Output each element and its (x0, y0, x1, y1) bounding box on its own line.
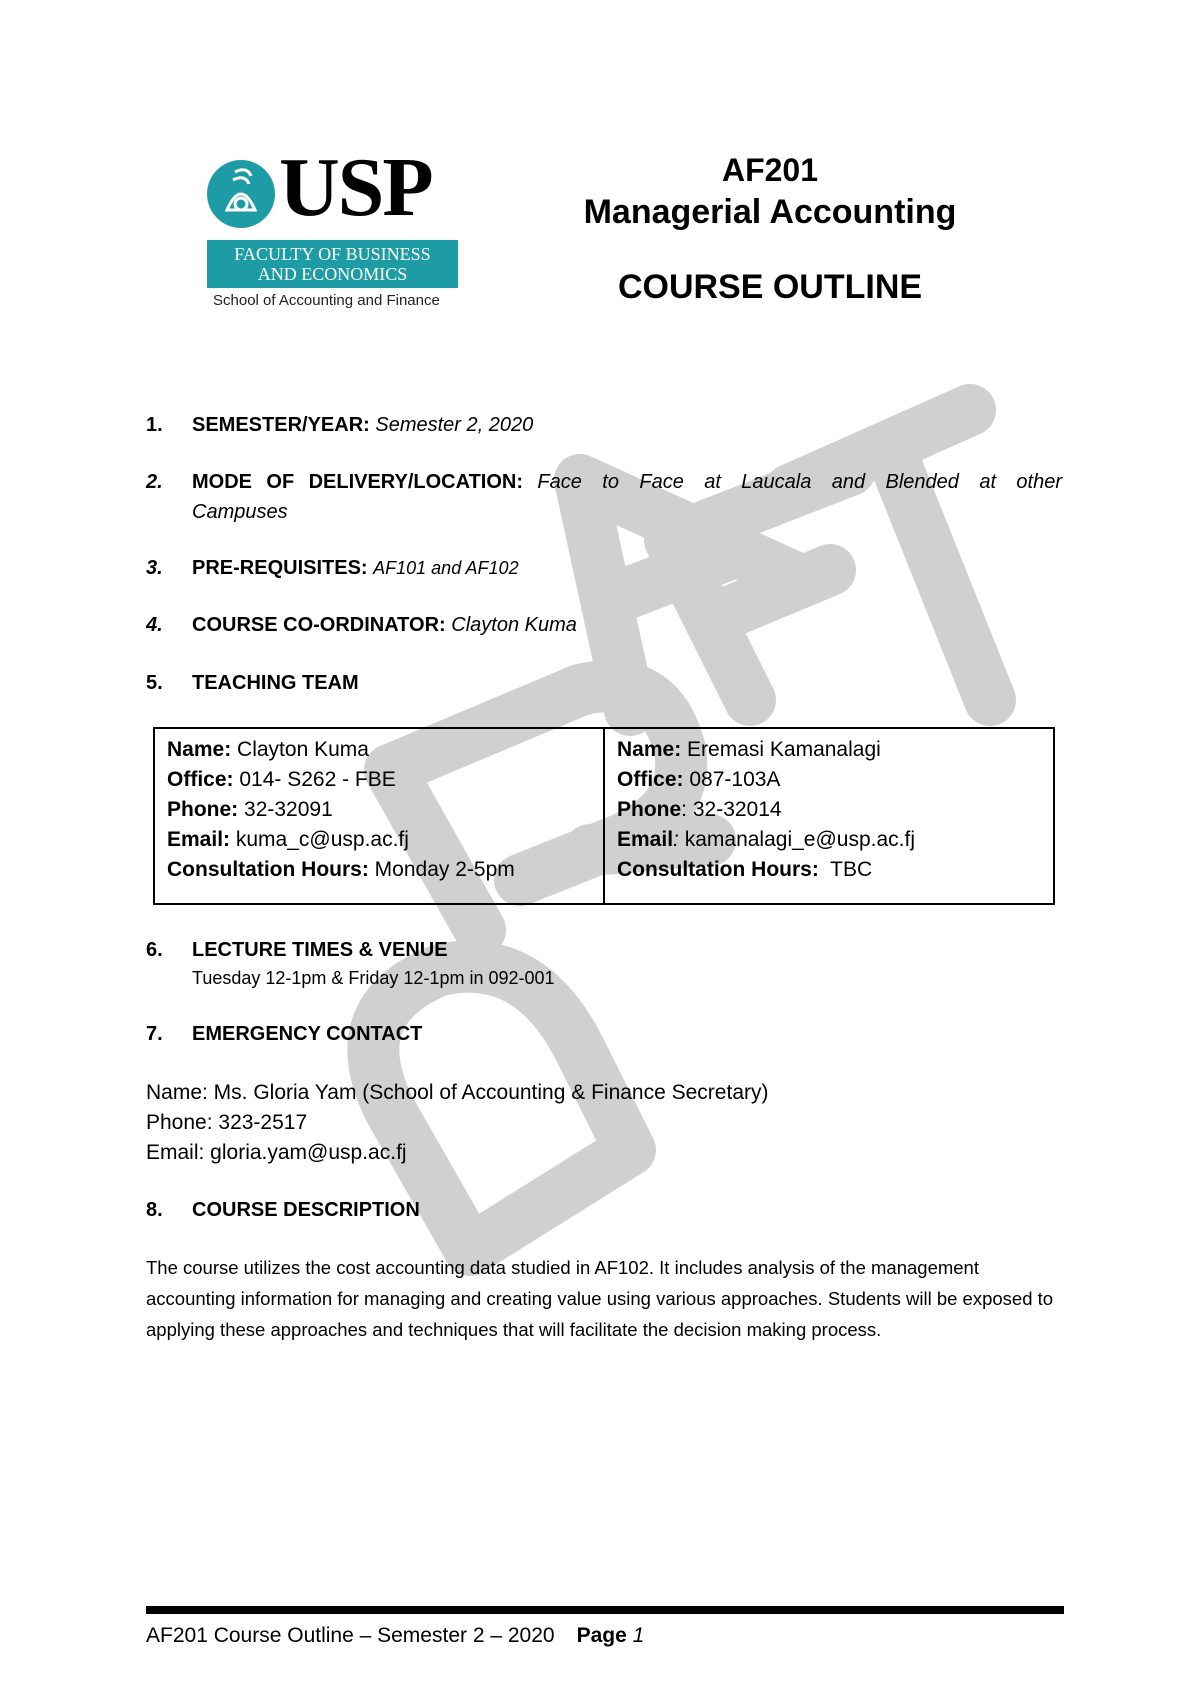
member-phone: 32-32091 (244, 798, 333, 821)
member-name: Eremasi Kamanalagi (687, 738, 881, 761)
field-label: Email (617, 828, 674, 851)
course-description: The course utilizes the cost accounting data studied in AF102. It includes analysis of the management accounting information for managing and creating value using various approaches. Students will be exposed to applying these approaches and techniques that will facilitate the decision making process. (146, 1257, 1054, 1340)
field-label: Consultation Hours: (617, 858, 819, 881)
member-hours: TBC (830, 858, 873, 881)
page-footer (146, 1624, 644, 1648)
section-label: PRE-REQUISITES: (192, 557, 368, 579)
section-value: Clayton Kuma (451, 614, 577, 636)
emergency-contact (146, 1078, 768, 1168)
section-value: Face to Face at Laucala and Blended at other Campuses (192, 471, 1062, 523)
field-label: Consultation Hours: (167, 858, 369, 881)
emergency-phone: Phone: 323-2517 (146, 1111, 308, 1134)
field-label: Email: (167, 828, 231, 851)
faculty-line-1: FACULTY OF BUSINESS (234, 244, 431, 264)
document-title: COURSE OUTLINE (617, 268, 923, 306)
section-label: TEACHING TEAM (192, 672, 359, 694)
field-label: Office: (167, 768, 234, 791)
team-member-right (603, 729, 1053, 903)
field-label: Phone (617, 798, 682, 821)
course-name: Managerial Accounting (583, 193, 957, 231)
section-number: 3. (146, 557, 163, 579)
member-office: 014- S262 - FBE (239, 768, 396, 791)
faculty-line-2: AND ECONOMICS (257, 264, 408, 284)
section-number: 4. (146, 614, 163, 636)
section-number: 1. (146, 414, 163, 436)
section-label: LECTURE TIMES & VENUE (192, 939, 448, 961)
section-value: Tuesday 12-1pm & Friday 12-1pm in 092-001 (192, 968, 555, 988)
section-emergency (146, 1019, 422, 1049)
title-block (560, 150, 980, 307)
section-semester (146, 410, 533, 440)
teaching-team-table (153, 727, 1055, 905)
usp-emblem-icon (207, 160, 275, 228)
section-delivery (146, 467, 1062, 527)
member-email: kamanalagi_e@usp.ac.fj (684, 828, 916, 851)
section-number: 7. (146, 1023, 163, 1045)
faculty-banner (207, 240, 458, 288)
section-coordinator (146, 610, 577, 640)
member-office: 087-103A (689, 768, 781, 791)
section-lecture-times (146, 935, 555, 991)
page-number: 1 (632, 1624, 645, 1647)
usp-logo (205, 141, 460, 318)
section-label: MODE OF DELIVERY/LOCATION: (192, 471, 524, 493)
section-label: EMERGENCY CONTACT (192, 1023, 423, 1045)
member-hours: Monday 2-5pm (374, 858, 515, 881)
section-value: Semester 2, 2020 (375, 414, 534, 436)
section-number: 2. (146, 471, 163, 493)
field-label: Name: (617, 738, 682, 761)
section-label: SEMESTER/YEAR: (192, 414, 370, 436)
member-email: kuma_c@usp.ac.fj (235, 828, 409, 851)
team-member-left (155, 729, 603, 903)
section-number: 5. (146, 672, 163, 694)
section-number: 8. (146, 1199, 163, 1221)
section-label: COURSE DESCRIPTION (192, 1199, 420, 1221)
email-separator: : (673, 828, 679, 851)
section-number: 6. (146, 939, 163, 961)
footer-text: AF201 Course Outline – Semester 2 – 2020 (146, 1624, 555, 1647)
member-phone: : 32-32014 (681, 798, 782, 821)
section-label: COURSE CO-ORDINATOR: (192, 614, 446, 636)
field-label: Phone: (167, 798, 239, 821)
footer-rule (146, 1606, 1064, 1614)
course-code: AF201 (721, 152, 819, 188)
section-teaching-team (146, 668, 359, 698)
section-description (146, 1195, 420, 1225)
page-label: Page (576, 1624, 627, 1647)
school-name: School of Accounting and Finance (213, 292, 440, 309)
emergency-email: Email: gloria.yam@usp.ac.fj (146, 1141, 407, 1164)
member-name: Clayton Kuma (237, 738, 369, 761)
field-label: Name: (167, 738, 232, 761)
section-prerequisites (146, 553, 519, 583)
emergency-name: Name: Ms. Gloria Yam (School of Accounting & Finance Secretary) (146, 1081, 769, 1104)
field-label: Office: (617, 768, 684, 791)
usp-wordmark: USP (279, 141, 432, 234)
section-value: AF101 and AF102 (373, 558, 519, 578)
